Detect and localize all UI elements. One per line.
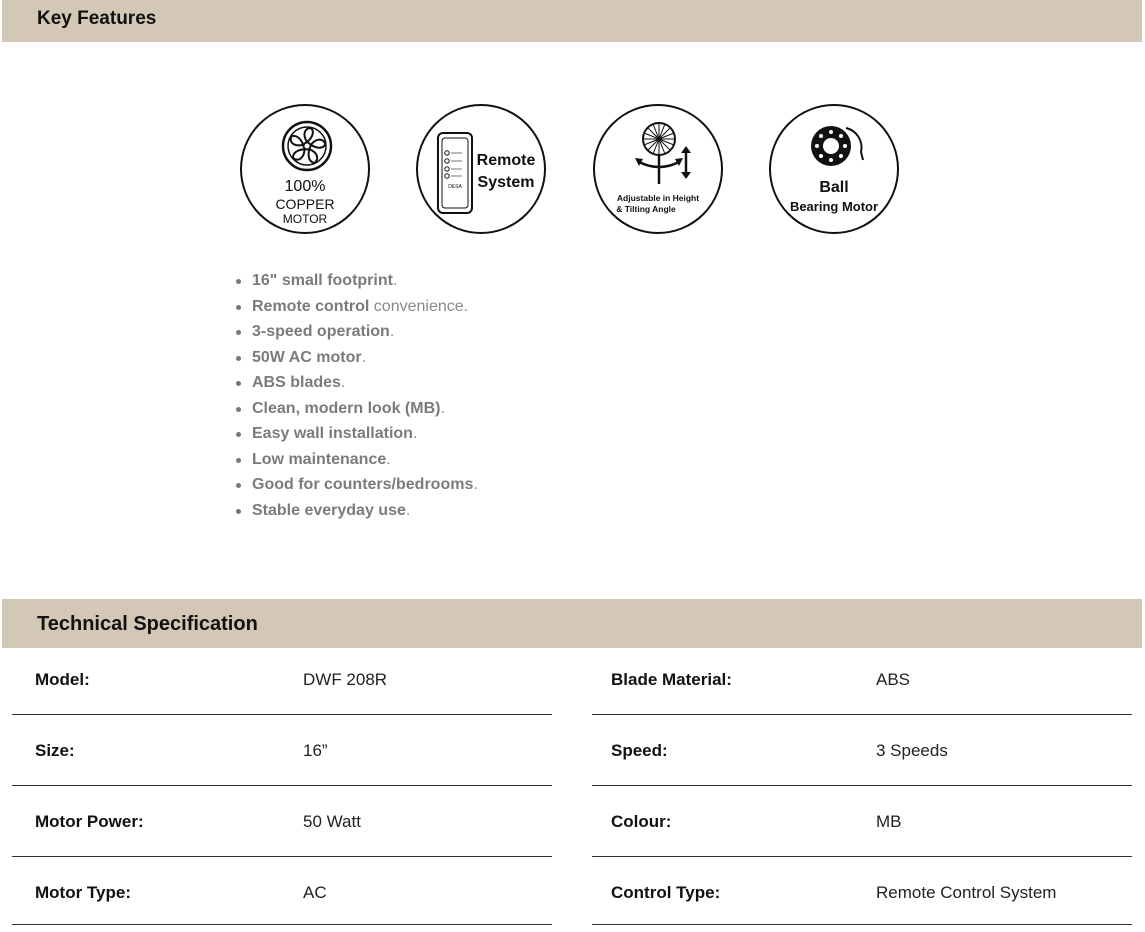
spec-label-colour: Colour: xyxy=(611,812,672,831)
table-row xyxy=(592,644,1132,715)
adjustable-fan-icon xyxy=(595,106,725,236)
copper-motor-badge xyxy=(240,104,370,234)
copper-badge-line3: MOTOR xyxy=(282,212,328,226)
feature-rest: . xyxy=(405,501,411,519)
remote-badge-line1: Remote xyxy=(476,152,536,169)
adjustable-badge-line2: & Tilting Angle xyxy=(616,204,676,214)
list-item xyxy=(232,268,478,294)
spec-value-blade-material: ABS xyxy=(876,670,911,689)
table-row xyxy=(12,644,552,715)
feature-bold: Remote control xyxy=(252,297,370,315)
tech-spec-title: Technical Specification xyxy=(37,613,258,635)
feature-bold: Good for counters/bedrooms xyxy=(252,476,474,493)
row-divider xyxy=(592,924,1132,925)
copper-badge-line2: COPPER xyxy=(275,196,335,212)
spec-value-size: 16” xyxy=(303,741,328,760)
feature-bold: 16" small footprint xyxy=(252,272,393,289)
bearing-badge-line2: Bearing Motor xyxy=(789,199,879,214)
spec-label-blade-material: Blade Material: xyxy=(611,670,732,689)
spec-value-control-type: Remote Control System xyxy=(876,883,1057,902)
feature-bold: 3-speed operation xyxy=(252,323,390,340)
feature-rest: . xyxy=(340,374,346,391)
feature-bold: Low maintenance xyxy=(252,450,387,468)
feature-rest: convenience. xyxy=(369,297,469,315)
bearing-badge-line1: Ball xyxy=(819,179,849,196)
spec-label-control-type: Control Type: xyxy=(611,883,721,902)
feature-bold: 50W AC motor xyxy=(252,348,362,366)
spec-label-motor-type: Motor Type: xyxy=(35,883,132,902)
spec-label-motor-power: Motor Power: xyxy=(35,812,144,831)
list-item xyxy=(232,319,478,345)
table-row xyxy=(12,786,552,857)
feature-bold: Easy wall installation xyxy=(252,425,413,442)
feature-rest: . xyxy=(473,476,478,493)
feature-rest: . xyxy=(392,272,398,289)
feature-rest: . xyxy=(440,399,445,417)
list-item xyxy=(232,472,478,498)
remote-label: DESA xyxy=(448,184,462,190)
feature-rest: . xyxy=(386,450,391,468)
spec-label-model: Model: xyxy=(35,670,90,689)
list-item xyxy=(232,345,478,371)
copper-badge-line1: 100% xyxy=(284,178,326,195)
spec-value-model: DWF 208R xyxy=(303,670,388,689)
feature-bold: ABS blades xyxy=(252,374,341,391)
key-features-header xyxy=(2,0,1142,42)
table-row xyxy=(592,786,1132,857)
feature-rest: . xyxy=(412,425,418,442)
spec-label-size: Size: xyxy=(35,741,75,760)
list-item xyxy=(232,396,478,422)
spec-value-motor-power: 50 Watt xyxy=(303,812,361,831)
row-divider xyxy=(12,924,552,925)
spec-label-speed: Speed: xyxy=(611,741,668,760)
remote-control-icon xyxy=(418,106,548,236)
list-item xyxy=(232,370,478,396)
feature-rest: . xyxy=(389,323,395,340)
feature-bold: Stable everyday use xyxy=(252,501,406,519)
list-item xyxy=(232,498,478,524)
remote-badge-line2: System xyxy=(477,174,535,191)
table-row xyxy=(592,715,1132,786)
remote-system-badge xyxy=(416,104,546,234)
adjustable-badge xyxy=(593,104,723,234)
ball-bearing-badge xyxy=(769,104,899,234)
feature-rest: . xyxy=(361,348,367,366)
list-item xyxy=(232,421,478,447)
table-row xyxy=(592,857,1132,925)
key-features-title: Key Features xyxy=(37,8,157,29)
table-row xyxy=(12,857,552,925)
adjustable-badge-line1: Adjustable in Height xyxy=(616,193,700,203)
feature-bold: Clean, modern look (MB) xyxy=(252,399,441,417)
tech-spec-header xyxy=(2,599,1142,648)
spec-value-motor-type: AC xyxy=(303,883,327,902)
list-item xyxy=(232,294,478,320)
spec-value-colour: MB xyxy=(876,812,902,831)
table-row xyxy=(12,715,552,786)
list-item xyxy=(232,447,478,473)
spec-value-speed: 3 Speeds xyxy=(876,741,948,760)
bearing-icon xyxy=(771,106,901,236)
feature-list xyxy=(232,268,478,523)
